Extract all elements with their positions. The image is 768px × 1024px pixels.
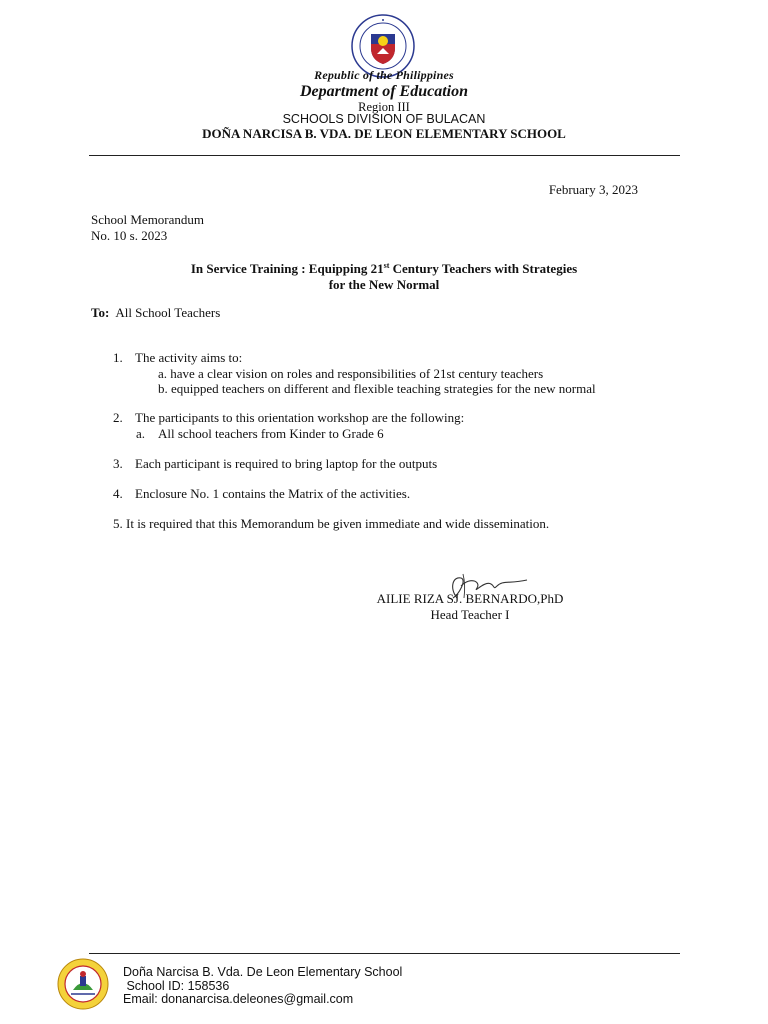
footer-contact (123, 966, 402, 1007)
memo-date: February 3, 2023 (548, 182, 638, 197)
list-item-1-text: The activity aims to: (135, 350, 243, 365)
footer-school-name: Doña Narcisa B. Vda. De Leon Elementary School (123, 965, 403, 979)
list-item-2-text: The participants to this orientation workshop are the following: (135, 410, 465, 425)
to-label: To: (91, 305, 110, 320)
list-item-2-number: 2. (113, 410, 123, 425)
footer-email: Email: donanarcisa.deleones@gmail.com (123, 992, 354, 1006)
to-value: All School Teachers (115, 305, 221, 320)
footer-school-id: School ID: 158536 (123, 978, 230, 993)
list-item-1-sub-b: b. equipped teachers on different and flexible teaching strategies for the new normal (158, 381, 596, 396)
list-item-5-text: It is required that this Memorandum be given immediate and wide dissemination. (126, 516, 550, 531)
signatory-name: AILIE RIZA SJ. BERNARDO,PhD (376, 591, 564, 606)
recipient-line (91, 305, 220, 321)
memo-title-line2: for the New Normal (328, 276, 440, 292)
memo-reference (91, 212, 204, 243)
header-divider (89, 155, 680, 156)
list-item-4-text: Enclosure No. 1 contains the Matrix of the activities. (135, 486, 411, 501)
school-name: DOÑA NARCISA B. VDA. DE LEON ELEMENTARY SCHOOL (202, 126, 566, 141)
list-item-2-sub-a-number: a. (136, 426, 146, 441)
list-item-1-sub-a: a. have a clear vision on roles and responsibilities of 21st century teachers (158, 366, 544, 381)
list-item-3-text: Each participant is required to bring laptop for the outputs (135, 456, 438, 471)
list-item-5-number: 5. (113, 516, 123, 531)
list-item-3-number: 3. (113, 456, 123, 471)
list-item-4-number: 4. (113, 486, 123, 501)
list-item-5 (113, 516, 549, 532)
division-line: SCHOOLS DIVISION OF BULACAN (282, 112, 486, 126)
footer-divider (89, 953, 680, 954)
department-name: Department of Education (299, 83, 468, 100)
title-part1: In Service Training : Equipping 21 (190, 261, 384, 276)
republic-line: Republic of the Philippines (314, 68, 454, 82)
title-superscript: st (383, 261, 390, 270)
list-item-1-number: 1. (113, 350, 123, 365)
memo-title (0, 258, 768, 292)
signatory-block (330, 591, 610, 622)
region-line: Region III (358, 100, 410, 114)
title-part2: Century Teachers with Strategies (389, 261, 578, 276)
memo-type: School Memorandum (91, 212, 205, 227)
list-item-2-sub-a: All school teachers from Kinder to Grade 6 (158, 426, 384, 441)
signatory-position: Head Teacher I (430, 606, 510, 622)
memo-number: No. 10 s. 2023 (91, 227, 168, 243)
memo-title-line1 (0, 258, 768, 277)
school-logo (57, 958, 109, 1010)
